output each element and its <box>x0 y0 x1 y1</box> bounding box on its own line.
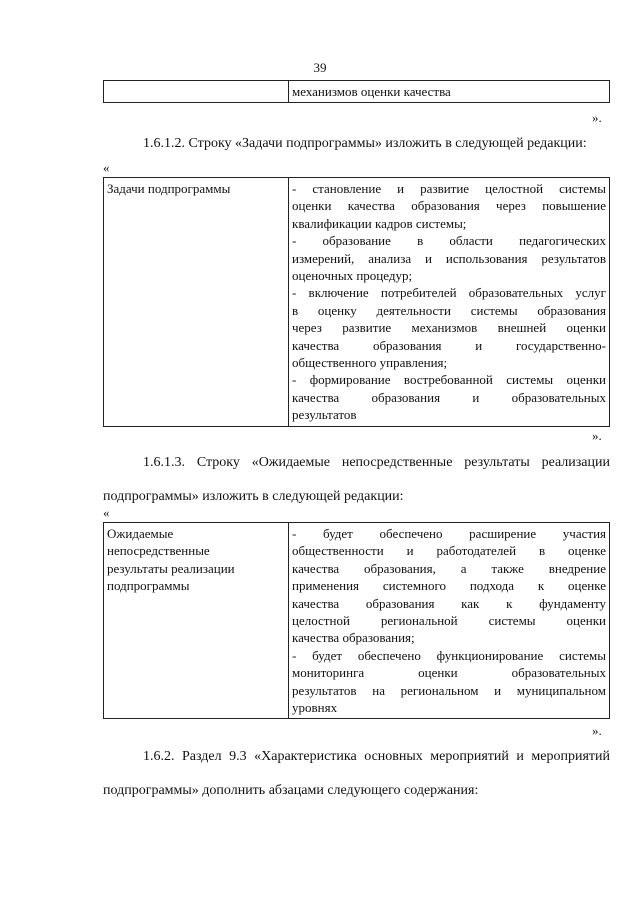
table-line: результатов <box>292 407 357 423</box>
table-line: оценки качества образования через повышение <box>292 198 606 214</box>
table-tasks <box>103 177 610 427</box>
table-line: измерений, анализа и использования результатов <box>292 250 606 266</box>
table-line: квалификации кадров системы; <box>292 215 467 231</box>
table-line: уровнях <box>292 700 338 716</box>
table-line: общественного управления; <box>292 355 448 371</box>
table-row <box>104 178 610 427</box>
table-continuation <box>103 80 610 103</box>
table-line: качества образования, а также внедрение <box>292 560 606 576</box>
table-cell-right <box>289 81 610 103</box>
table-line: качества образования и образовательных <box>292 389 606 405</box>
table-cell-left: Задачи подпрограммы <box>104 178 289 427</box>
table-cell-left <box>104 523 289 719</box>
table-line: непосредственные <box>107 543 210 559</box>
table-row <box>104 81 610 103</box>
table-line: - будет обеспечено функционирование системы <box>292 647 606 663</box>
opening-quote: « <box>103 505 110 520</box>
table-line: целостной региональной системы оценки <box>292 613 606 629</box>
paragraph-1-6-2 <box>103 740 610 808</box>
paragraph-line: 1.6.1.2. Строку «Задачи подпрограммы» изложить в следующей редакции: <box>143 136 587 151</box>
table-row <box>104 523 610 719</box>
table-line: результатов на региональном и муниципальном <box>292 682 606 698</box>
table-cell-right <box>289 178 610 427</box>
table-line: результаты реализации <box>107 560 235 576</box>
paragraph-1-6-1-2 <box>103 127 610 161</box>
table-line: - включение потребителей образовательных услуг <box>292 285 606 301</box>
table-line: в оценку деятельности системы образования <box>292 302 606 318</box>
table-line: качества образования; <box>292 630 415 646</box>
table-line: - становление и развитие целостной системы <box>292 181 606 196</box>
table-expected-results <box>103 522 610 719</box>
table-line: - образование в области педагогических <box>292 233 606 249</box>
paragraph-line: 1.6.1.3. Строку «Ожидаемые непосредственные результаты реализации <box>143 455 610 470</box>
paragraph-line: подпрограммы» дополнить абзацами следующего содержания: <box>103 783 479 798</box>
table-line: - будет обеспечено расширение участия <box>292 526 606 541</box>
table-line: Ожидаемые <box>107 526 174 541</box>
closing-quote: ». <box>592 428 602 443</box>
page-number: 39 <box>313 60 327 75</box>
table-line: механизмов оценки качества <box>292 84 451 99</box>
paragraph-line: 1.6.2. Раздел 9.3 «Характеристика основных мероприятий и мероприятий <box>143 749 610 764</box>
paragraph-line: подпрограммы» изложить в следующей редакции: <box>103 489 404 504</box>
table-line: через развитие механизмов внешней оценки <box>292 320 606 336</box>
paragraph-1-6-1-3 <box>103 446 610 514</box>
table-line: применения системного подхода к оценке <box>292 578 606 594</box>
table-line: общественности и работодателей в оценке <box>292 543 606 559</box>
table-line: - формирование востребованной системы оценки <box>292 372 606 388</box>
closing-quote: ». <box>592 110 602 125</box>
table-line: мониторинга оценки образовательных <box>292 665 606 681</box>
table-line: качества образования и государственно- <box>292 337 606 353</box>
table-line: качества образования как к фундаменту <box>292 595 606 611</box>
opening-quote: « <box>103 160 110 175</box>
table-cell-left <box>104 81 289 103</box>
table-line: подпрограммы <box>107 578 190 594</box>
closing-quote: ». <box>592 723 602 738</box>
table-line: оценочных процедур; <box>292 268 413 284</box>
table-cell-right <box>289 523 610 719</box>
